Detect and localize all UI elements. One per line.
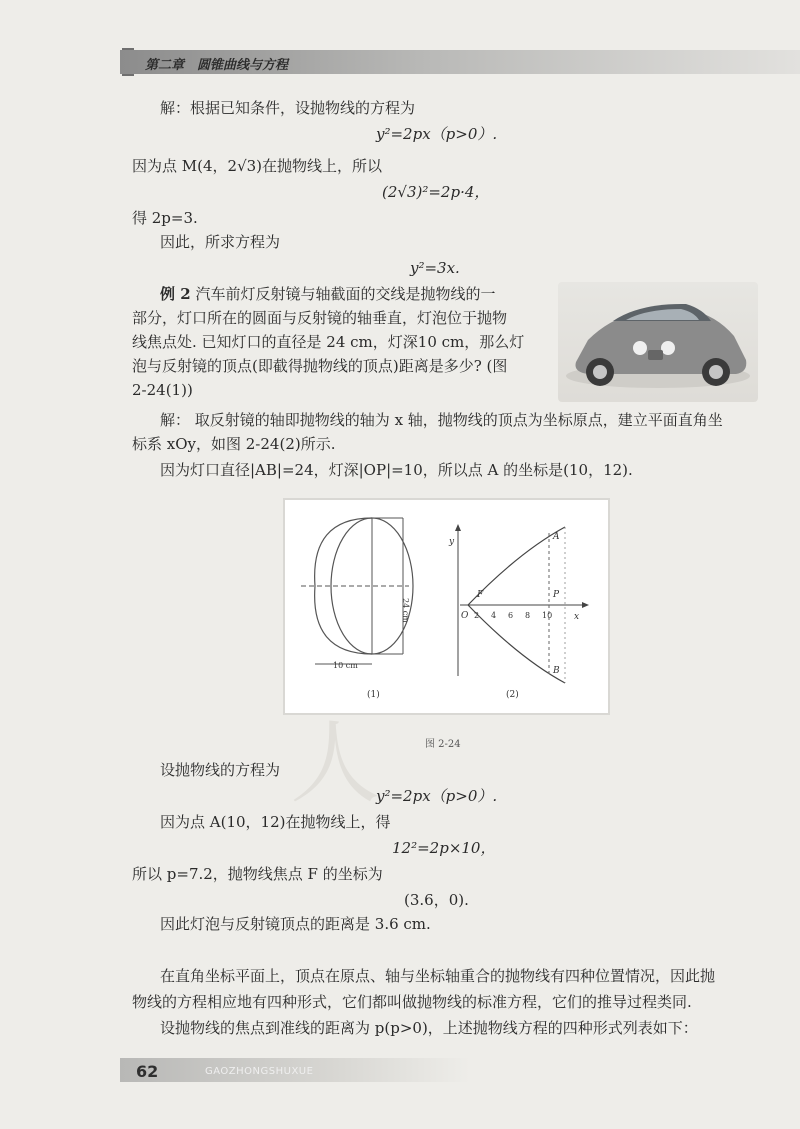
tick-4: 4: [491, 611, 497, 620]
focus-coordinate-line: 所以 p=7.2，抛物线焦点 F 的坐标为: [132, 865, 383, 883]
footer-subtitle: GAOZHONGSHUXUE: [205, 1066, 314, 1077]
a-label: A: [553, 532, 560, 542]
point-a-on-parabola: 因为点 A(10，12)在抛物线上，得: [160, 813, 391, 831]
tick-2: 2: [474, 611, 480, 620]
solution-line-1: 取反射镜的轴即抛物线的轴为 x 轴，抛物线的顶点为坐标原点，建立平面直角坐: [194, 411, 723, 429]
example-line-3: 线焦点处. 已知灯口的直径是 24 cm，灯深10 cm，那么灯: [132, 333, 525, 351]
axis-x-label: x: [574, 612, 580, 622]
solution-label: 解：: [160, 411, 191, 429]
distance-conclusion: 因此灯泡与反射镜顶点的距离是 3.6 cm.: [160, 915, 431, 933]
equation-6: (3.6，0).: [404, 891, 469, 909]
tick-8: 8: [525, 611, 531, 620]
point-a-statement: 因为灯口直径|AB|=24，灯深|OP|=10，所以点 A 的坐标是(10，12).: [160, 461, 633, 479]
example-line-2: 部分，灯口所在的圆面与反射镜的轴垂直，灯泡位于抛物: [132, 309, 508, 327]
dim-10cm-label: 10 cm: [333, 661, 358, 670]
figure-2-24: [285, 500, 608, 713]
point-statement: 因为点 M(4，2√3)在抛物线上，所以: [132, 157, 383, 175]
example-line-4: 泡与反射镜的顶点(即截得抛物线的顶点)距离是多少? (图: [132, 357, 508, 375]
standard-form-line-1: 在直角坐标平面上，顶点在原点、轴与坐标轴重合的抛物线有四种位置情况，因此抛: [160, 967, 716, 985]
equation-1: y²=2px（p>0）.: [376, 125, 498, 143]
car-photo: [558, 282, 758, 402]
axis-y-label: y: [449, 537, 455, 547]
dim-24cm-label: 24 cm: [401, 598, 410, 623]
example-label: 例 2: [160, 285, 191, 303]
figure-left-label: (1): [367, 690, 380, 700]
page-number: 62: [136, 1062, 159, 1081]
equation-2: (2√3)²=2p·4，: [382, 183, 490, 201]
focus-label: F: [477, 590, 484, 600]
tick-6: 6: [508, 611, 514, 620]
watermark-character: 人: [290, 711, 380, 816]
therefore-line: 因此，所求方程为: [160, 233, 281, 251]
solution-line-2: 标系 xOy，如图 2-24(2)所示.: [132, 435, 336, 453]
set-equation-line: 设抛物线的方程为: [160, 761, 281, 779]
figure-caption: 图 2-24: [425, 739, 461, 750]
standard-form-line-2: 物线的方程相应地有四种形式，它们都叫做抛物线的标准方程，它们的推导过程类同.: [132, 993, 692, 1011]
equation-4: y²=2px（p>0）.: [376, 787, 498, 805]
b-label: B: [553, 666, 560, 676]
equation-5: 12²=2p×10，: [392, 839, 496, 857]
table-intro-line: 设抛物线的焦点到准线的距离为 p(p>0)，上述抛物线方程的四种形式列表如下：: [160, 1019, 698, 1037]
result-2p: 得 2p=3.: [132, 209, 198, 227]
solution-intro: 解：根据已知条件，设抛物线的方程为: [160, 99, 416, 117]
p-label: P: [553, 590, 560, 600]
chapter-title: 第二章 圆锥曲线与方程: [145, 58, 289, 73]
equation-3: y²=3x.: [410, 259, 460, 277]
tick-10: 10: [542, 611, 553, 620]
example-line-5: 2-24(1)): [132, 381, 193, 399]
example-line-1: 汽车前灯反射镜与轴截面的交线是抛物线的一: [195, 285, 496, 303]
origin-label: O: [461, 611, 469, 621]
figure-right-label: (2): [506, 690, 519, 700]
